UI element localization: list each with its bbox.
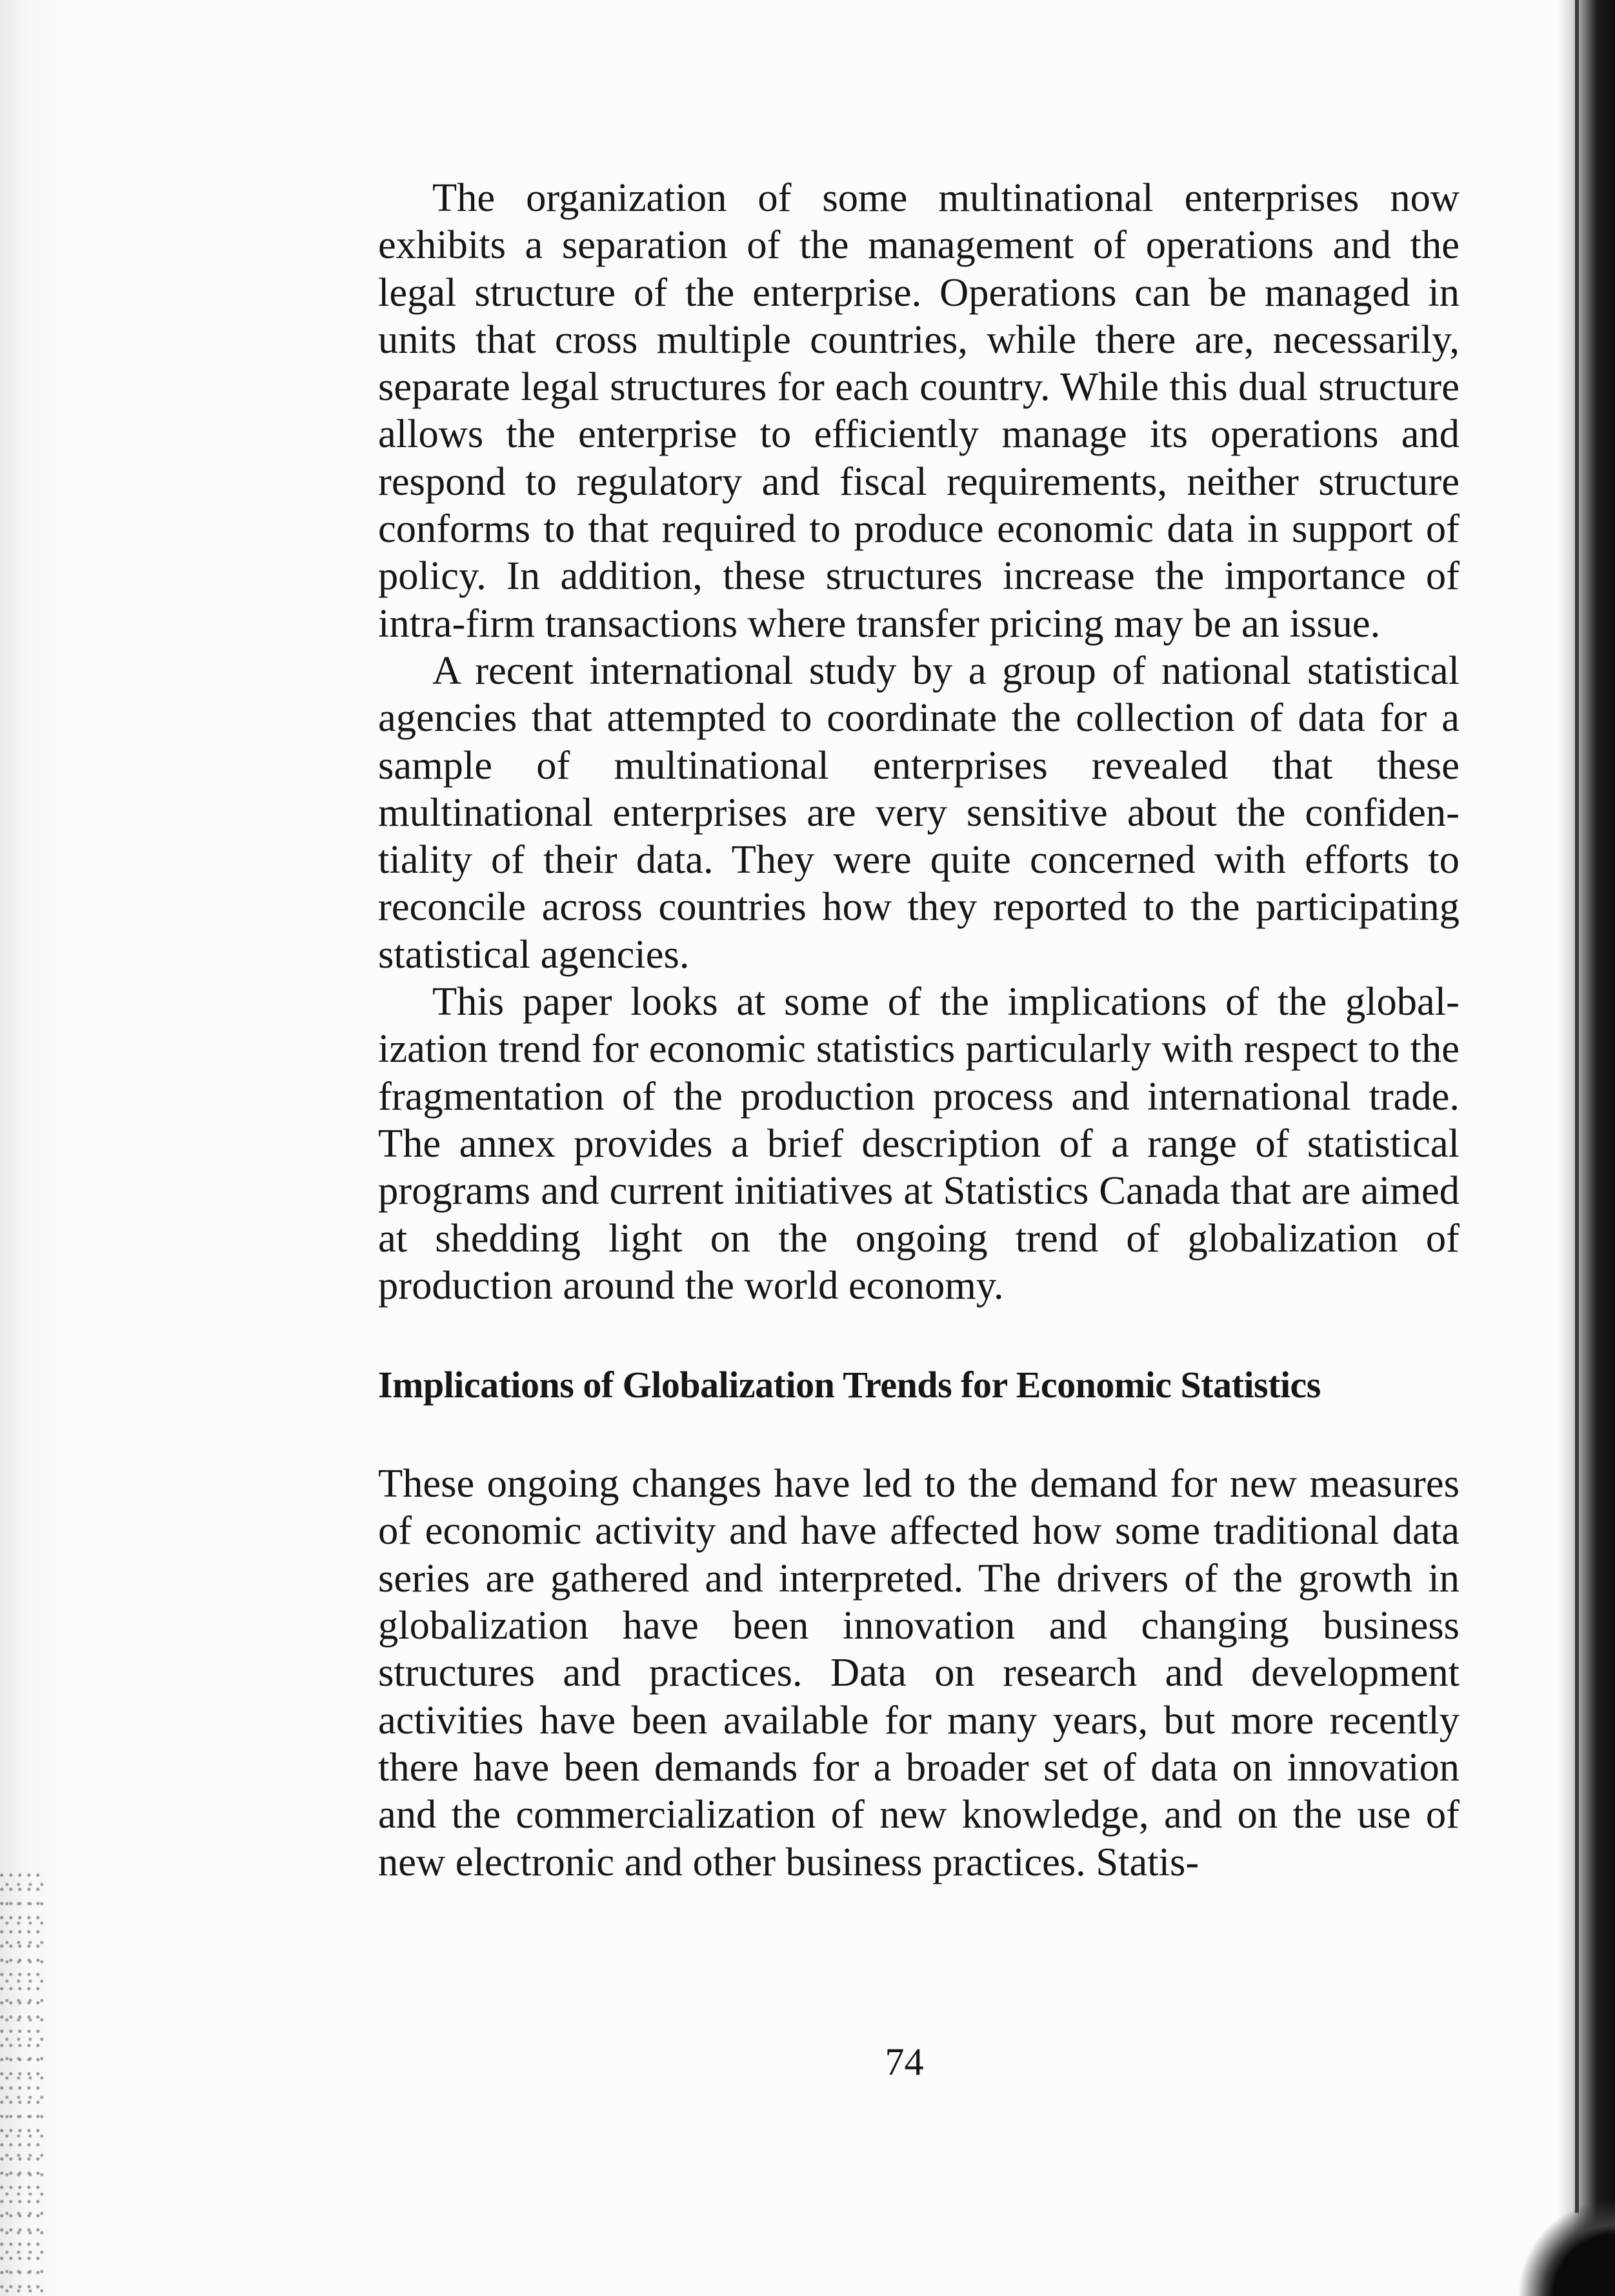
page-number: 74	[885, 2041, 924, 2083]
page-corner-curl	[1499, 2180, 1615, 2296]
right-binding-line	[1575, 0, 1579, 2213]
paragraph-4: These ongoing changes have led to the demand for new measures of economic activity and have affected how some traditional data series are gathered and interpreted. The drivers of the growth in globalization have been innovation and changing business structures and practices. Data on research and development activities have been available for many years, but more recently there have been demands for a broader set of data on innovation and the commercialization of new knowledge, and on the use of new electronic and other business practices. Statis-	[378, 1461, 1460, 1884]
body-text	[378, 174, 1460, 1886]
paragraph-3: This paper looks at some of the implications of the globalization trend for economic statistics particularly with respect to the fragmentation of the production process and international trade. The annex provides a brief description of a range of statistical programs and current initiatives at Statistics Canada that are aimed at shedding light on the ongoing trend of globalization of production around the world economy.	[378, 979, 1460, 1308]
section-heading: Implications of Globalization Trends for Economic Statistics	[378, 1364, 1321, 1406]
right-binding-shadow	[1558, 0, 1615, 2296]
paragraph-1: The organization of some multinational enterprises now exhibits a separation of the management of operations and the legal structure of the enterprise. Operations can be managed in units that cross multiple countries, while there are, necessarily, separate legal structures for each country. While this dual structure allows the enterprise to efficiently manage its operations and respond to regulatory and fiscal requirements, neither structure conforms to that required to produce economic data in support of policy. In addition, these structures increase the importance of intra-firm transactions where transfer pricing may be an issue.	[378, 175, 1460, 646]
paragraph-2: A recent international study by a group of national statistical agencies that attempted to coordinate the collection of data for a sample of multinational enterprises revealed that these multinational enterprises are very sensitive about the confidentiality of their data. They were quite concerned with efforts to reconcile across countries how they reported to the participating statistical agencies.	[378, 647, 1460, 977]
